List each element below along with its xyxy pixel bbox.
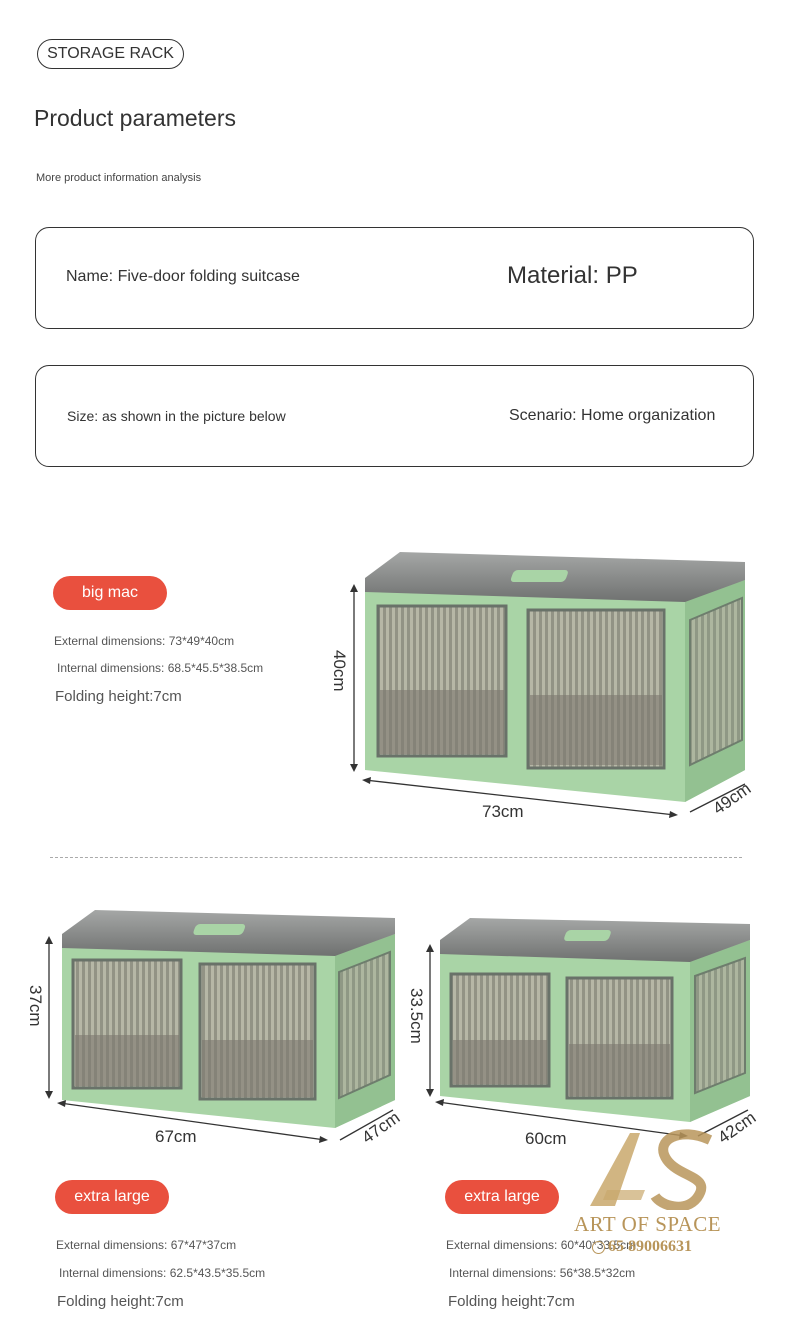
width-label: 73cm	[482, 802, 524, 821]
depth-label: 47cm	[358, 1107, 404, 1148]
material-text: Material: PP	[507, 262, 638, 289]
size-badge-big-mac: big mac	[53, 576, 167, 610]
depth-label: 42cm	[714, 1107, 760, 1148]
height-label: 37cm	[26, 985, 45, 1027]
page-subtitle: More product information analysis	[36, 172, 202, 184]
info-box-name-material	[35, 227, 754, 329]
size-badge-extra-large: extra large	[55, 1180, 169, 1214]
product-name-text: Name: Five-door folding suitcase	[66, 268, 300, 285]
external-dimensions-text: External dimensions: 73*49*40cm	[54, 634, 235, 648]
section-divider	[50, 857, 742, 858]
external-dimensions-text: External dimensions: 60*40*33.5cm	[446, 1238, 637, 1252]
info-box-size-scenario	[35, 365, 754, 467]
page-title: Product parameters	[34, 105, 236, 131]
depth-label: 49cm	[709, 778, 755, 819]
size-badge-extra-large: extra large	[445, 1180, 559, 1214]
internal-dimensions-text: Internal dimensions: 68.5*45.5*38.5cm	[57, 661, 264, 675]
storage-box-image-extra-large-1	[25, 900, 415, 1155]
folding-height-text: Folding height:7cm	[57, 1293, 184, 1310]
height-label: 40cm	[330, 650, 349, 692]
storage-rack-tag: STORAGE RACK	[37, 39, 184, 69]
width-label: 67cm	[155, 1127, 197, 1146]
folding-height-text: Folding height:7cm	[55, 688, 182, 705]
art-of-space-logo-icon	[585, 1128, 725, 1210]
watermark-brand: ART OF SPACE	[574, 1212, 722, 1236]
storage-box-image-extra-large-2	[405, 908, 780, 1153]
storage-box-image-big	[320, 540, 770, 830]
size-text: Size: as shown in the picture below	[67, 408, 286, 424]
watermark-phone: 65 89006631	[608, 1238, 692, 1255]
internal-dimensions-text: Internal dimensions: 62.5*43.5*35.5cm	[59, 1266, 266, 1280]
internal-dimensions-text: Internal dimensions: 56*38.5*32cm	[449, 1266, 636, 1280]
width-label: 60cm	[525, 1129, 567, 1148]
scenario-text: Scenario: Home organization	[509, 407, 716, 424]
height-label: 33.5cm	[407, 988, 426, 1044]
external-dimensions-text: External dimensions: 67*47*37cm	[56, 1238, 237, 1252]
folding-height-text: Folding height:7cm	[448, 1293, 575, 1310]
watermark-phone-row	[592, 1238, 692, 1256]
whatsapp-icon	[592, 1241, 605, 1254]
